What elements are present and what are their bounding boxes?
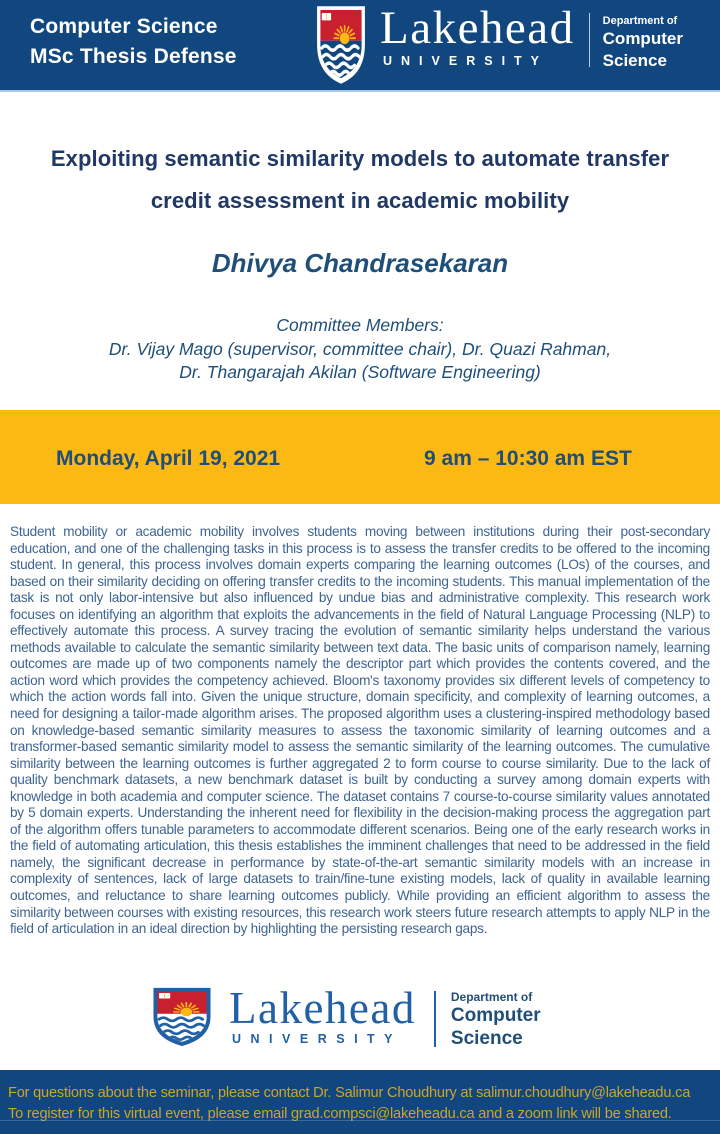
department-computer-label: Computer: [450, 1005, 541, 1026]
register-line-text: To register for this virtual event, please email: [8, 1105, 292, 1122]
logo-divider: [589, 13, 590, 67]
logo-divider: [434, 991, 436, 1047]
department-block-footer: [451, 987, 541, 1050]
header-banner: [0, 0, 720, 92]
lakehead-logo-footer: [151, 983, 541, 1050]
footer-rule: [0, 1120, 720, 1121]
university-label: UNIVERSITY: [232, 1032, 403, 1046]
committee-block: [0, 314, 720, 385]
committee-members-line1: Dr. Vijay Mago (supervisor, committee chair), Dr. Quazi Rahman,: [108, 338, 612, 359]
contact-line1: [8, 1083, 720, 1104]
register-email-link[interactable]: grad.compsci@lakeheadu.ca: [291, 1105, 475, 1122]
schedule-band: [0, 410, 720, 504]
lakehead-logo-header: [315, 2, 683, 85]
register-line-suffix: and a zoom link will be shared.: [474, 1105, 672, 1122]
contact-email-link[interactable]: salimur.choudhury@lakeheadu.ca: [476, 1085, 691, 1101]
thesis-title: [0, 138, 720, 222]
lakehead-wordmark-block: [380, 2, 575, 68]
committee-heading: Committee Members:: [276, 315, 444, 335]
department-science-label: Science: [450, 1028, 523, 1049]
event-date: Monday, April 19, 2021: [56, 447, 281, 470]
event-heading-line2: MSc Thesis Defense: [30, 45, 237, 68]
department-of-label: Department of: [450, 990, 533, 1004]
thesis-title-line1: Exploiting semantic similarity models to automate transfer: [50, 146, 670, 171]
event-time: 9 am – 10:30 am EST: [424, 447, 632, 470]
contact-footer: [0, 1070, 720, 1134]
speaker-name: Dhivya Chandrasekaran: [211, 248, 509, 278]
department-computer-label: Computer: [602, 29, 683, 48]
department-of-label: Department of: [602, 15, 678, 27]
university-label: UNIVERSITY: [383, 54, 549, 68]
lakehead-wordmark: Lakehead: [380, 2, 575, 54]
thesis-title-line2: credit assessment in academic mobility: [150, 188, 570, 213]
abstract-paragraph: Student mobility or academic mobility involves students moving between institutions during their post-secondary education, and one of the challenging tasks in this process is to assess the transfer credits to be offered to the incoming student. In general, this process involves domain experts comparing the learning outcomes (LOs) of the courses, and based on their similarity deciding on offering transfer credits to the incoming students. This manual implementation of the task is not only labor-intensive but also influenced by undue bias and administrative complexity. This research work focuses on identifying an algorithm that exploits the advancements in the field of Natural Language Processing (NLP) to effectively automate this process. A survey tracing the evolution of semantic similarity helps understand the various methods available to calculate the semantic similarity between text data. The basic units of comparison namely, learning outcomes are made up of two components namely the descriptor part which provides the contents covered, and the action word which provides the competency achieved. Bloom's taxonomy provides six different levels of competency to which the action words fall into. Given the unique structure, domain specificity, and complexity of learning outcomes, a need for designing a tailor-made algorithm arises. The proposed algorithm uses a clustering-inspired methodology based on knowledge-based semantic similarity measures to assess the taxonomic similarity of learning outcomes and a transformer-based semantic similarity model to assess the semantic similarity of the learning outcomes. The cumulative similarity between the learning outcomes is further aggregated 2 to form course to course similarity. Due to the lack of quality benchmark datasets, a new benchmark dataset is built by conducting a survey among domain experts with knowledge in both academia and computer science. The dataset contains 7 course-to-course similarity values annotated by 5 domain experts. Understanding the inherent need for flexibility in the decision-making process the aggregation part of the algorithm offers tunable parameters to accommodate different scenarios. Being one of the early research works in the field of automating articulation, this thesis establishes the imminent challenges that need to be addressed in the field namely, the significant decrease in performance by state-of-the-art semantic similarity models with an increase in complexity of sentences, lack of large datasets to train/fine-tune existing models, lack of quality in available learning outcomes, and reluctance to share learning outcomes publicly. While providing an efficient algorithm to assess the similarity between courses with existing resources, this research work steers future research attempts to apply NLP in the field of articulation in an ideal direction by highlighting the persisting research gaps.: [10, 524, 710, 937]
committee-members-line2: Dr. Thangarajah Akilan (Software Engineering): [179, 362, 541, 382]
contact-line1-text: For questions about the seminar, please contact Dr. Salimur Choudhury at: [8, 1085, 477, 1101]
lakehead-crest-icon: [151, 987, 213, 1047]
event-heading-line1: Computer Science: [30, 15, 218, 38]
lakehead-crest-icon: [315, 5, 367, 85]
event-heading: [30, 12, 237, 72]
lakehead-wordmark-block: [229, 983, 416, 1046]
lakehead-wordmark: Lakehead: [229, 983, 416, 1033]
department-science-label: Science: [602, 51, 667, 70]
department-block-header: [603, 5, 683, 72]
